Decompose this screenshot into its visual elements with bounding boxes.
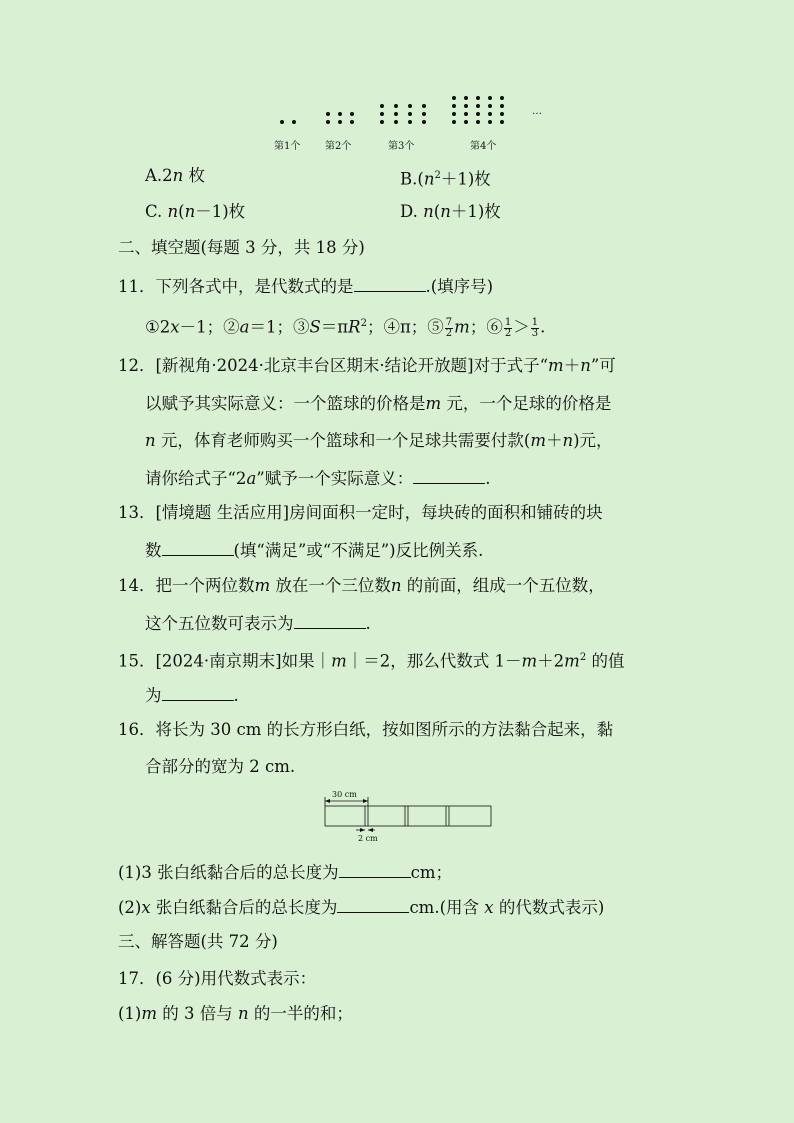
dot (464, 104, 468, 108)
dot (464, 112, 468, 116)
dot (500, 112, 504, 116)
q14-line-1: 14．把一个两位数m 放在一个三位数n 的前面，组成一个五位数， (118, 576, 605, 595)
dot (326, 120, 330, 124)
option-a: A.2n 枚 (145, 166, 206, 185)
answer-blank[interactable] (162, 684, 234, 701)
section-heading-fill-blank: 二、填空题(每题 3 分，共 18 分) (118, 238, 365, 257)
fraction: $\frac{7}{2}$ (445, 316, 453, 339)
dot (476, 96, 480, 100)
section-heading-answer: 三、解答题(共 72 分) (118, 932, 278, 951)
q14-line-2: 这个五位数可表示为 . (145, 614, 371, 633)
dot (464, 120, 468, 124)
dot (500, 96, 504, 100)
dot (488, 112, 492, 116)
dot (476, 120, 480, 124)
caption-1: 第1个 (274, 141, 301, 152)
dot (380, 120, 384, 124)
dot (422, 112, 426, 116)
dot (464, 96, 468, 100)
answer-blank[interactable] (339, 861, 411, 878)
dot (408, 120, 412, 124)
dot (338, 112, 342, 116)
dot (380, 112, 384, 116)
arrowhead (360, 828, 365, 832)
q11-stem: 11．下列各式中，是代数式的是 .(填序号) (118, 277, 494, 296)
arrowhead (363, 799, 368, 803)
dot (408, 112, 412, 116)
answer-blank[interactable] (413, 467, 485, 484)
dot (452, 96, 456, 100)
q12-line-3: n 元，体育老师购买一个篮球和一个足球共需要付款(m＋n)元， (145, 431, 613, 450)
dot (452, 112, 456, 116)
option-b: $B.(n^2+1)$枚 (400, 169, 491, 189)
fraction: $\frac{1}{2}$ (504, 316, 512, 339)
arrowhead (368, 828, 373, 832)
dot (394, 112, 398, 116)
label-2cm: 2 cm (358, 834, 378, 843)
dot (350, 120, 354, 124)
q16-part-1: (1)3 张白纸黏合后的总长度为 cm； (118, 863, 453, 882)
dot (338, 120, 342, 124)
caption-3: 第3个 (388, 141, 415, 152)
dot (408, 104, 412, 108)
dot (394, 120, 398, 124)
q13-line-2: 数 (填“满足”或“不满足”)反比例关系. (145, 541, 484, 560)
dot (422, 120, 426, 124)
dot (350, 112, 354, 116)
paper-strips-figure (320, 788, 500, 846)
q12-line-4: 请你给式子“2a”赋予一个实际意义： . (145, 469, 491, 488)
caption-2: 第2个 (325, 141, 352, 152)
q12-line-1: 12．[新视角·2024·北京丰台区期末·结论开放题]对于式子“m＋n”可 (118, 356, 616, 375)
dot (500, 104, 504, 108)
dot (422, 104, 426, 108)
dot (476, 112, 480, 116)
dot (488, 104, 492, 108)
dot (452, 120, 456, 124)
answer-blank[interactable] (337, 896, 409, 913)
q13-line-1: 13．[情境题 生活应用]房间面积一定时，每块砖的面积和铺砖的块 (118, 503, 603, 522)
dot (292, 120, 296, 124)
q16-line-2: 合部分的宽为 2 cm. (145, 757, 296, 776)
label-30cm: 30 cm (332, 790, 357, 799)
dot (476, 104, 480, 108)
option-c: C. n(n－1)枚 (145, 202, 246, 221)
dot (488, 120, 492, 124)
figure-ellipsis: … (532, 106, 542, 117)
dot (280, 120, 284, 124)
dot (394, 104, 398, 108)
fraction: $\frac{1}{3}$ (531, 316, 539, 339)
q16-part-2: (2)x 张白纸黏合后的总长度为 cm.(用含 x 的代数式表示) (118, 898, 605, 917)
q16-line-1: 16．将长为 30 cm 的长方形白纸，按如图所示的方法黏合起来，黏 (118, 720, 614, 739)
dot (500, 120, 504, 124)
arrowhead (325, 799, 330, 803)
dot (452, 104, 456, 108)
q11-options: ①2x－1；②a＝1；$③S=\pi R^2$；④π；⑤ $\frac{7}{2}$ m；⑥ $\frac{1}{2}$ ＞ $\frac{1}{3}$ . (145, 316, 546, 339)
answer-blank[interactable] (294, 612, 366, 629)
caption-4: 第4个 (470, 141, 497, 152)
dot (380, 104, 384, 108)
answer-blank[interactable] (162, 539, 234, 556)
q15-line-2: 为 . (145, 686, 239, 705)
q15-line-1: 15．[2024·南京期末]如果｜m｜＝2，那么代数式 $1-m+2m^2$ 的值 (118, 651, 625, 671)
answer-blank[interactable] (354, 275, 426, 292)
q12-line-2: 以赋予其实际意义：一个篮球的价格是m 元，一个足球的价格是 (145, 394, 612, 413)
dot (488, 96, 492, 100)
q17-stem: 17．(6 分)用代数式表示： (118, 969, 317, 988)
q17-part-1: (1)m 的 3 倍与 n 的一半的和； (118, 1004, 353, 1023)
option-d: D. n(n＋1)枚 (400, 202, 501, 221)
dot (326, 112, 330, 116)
